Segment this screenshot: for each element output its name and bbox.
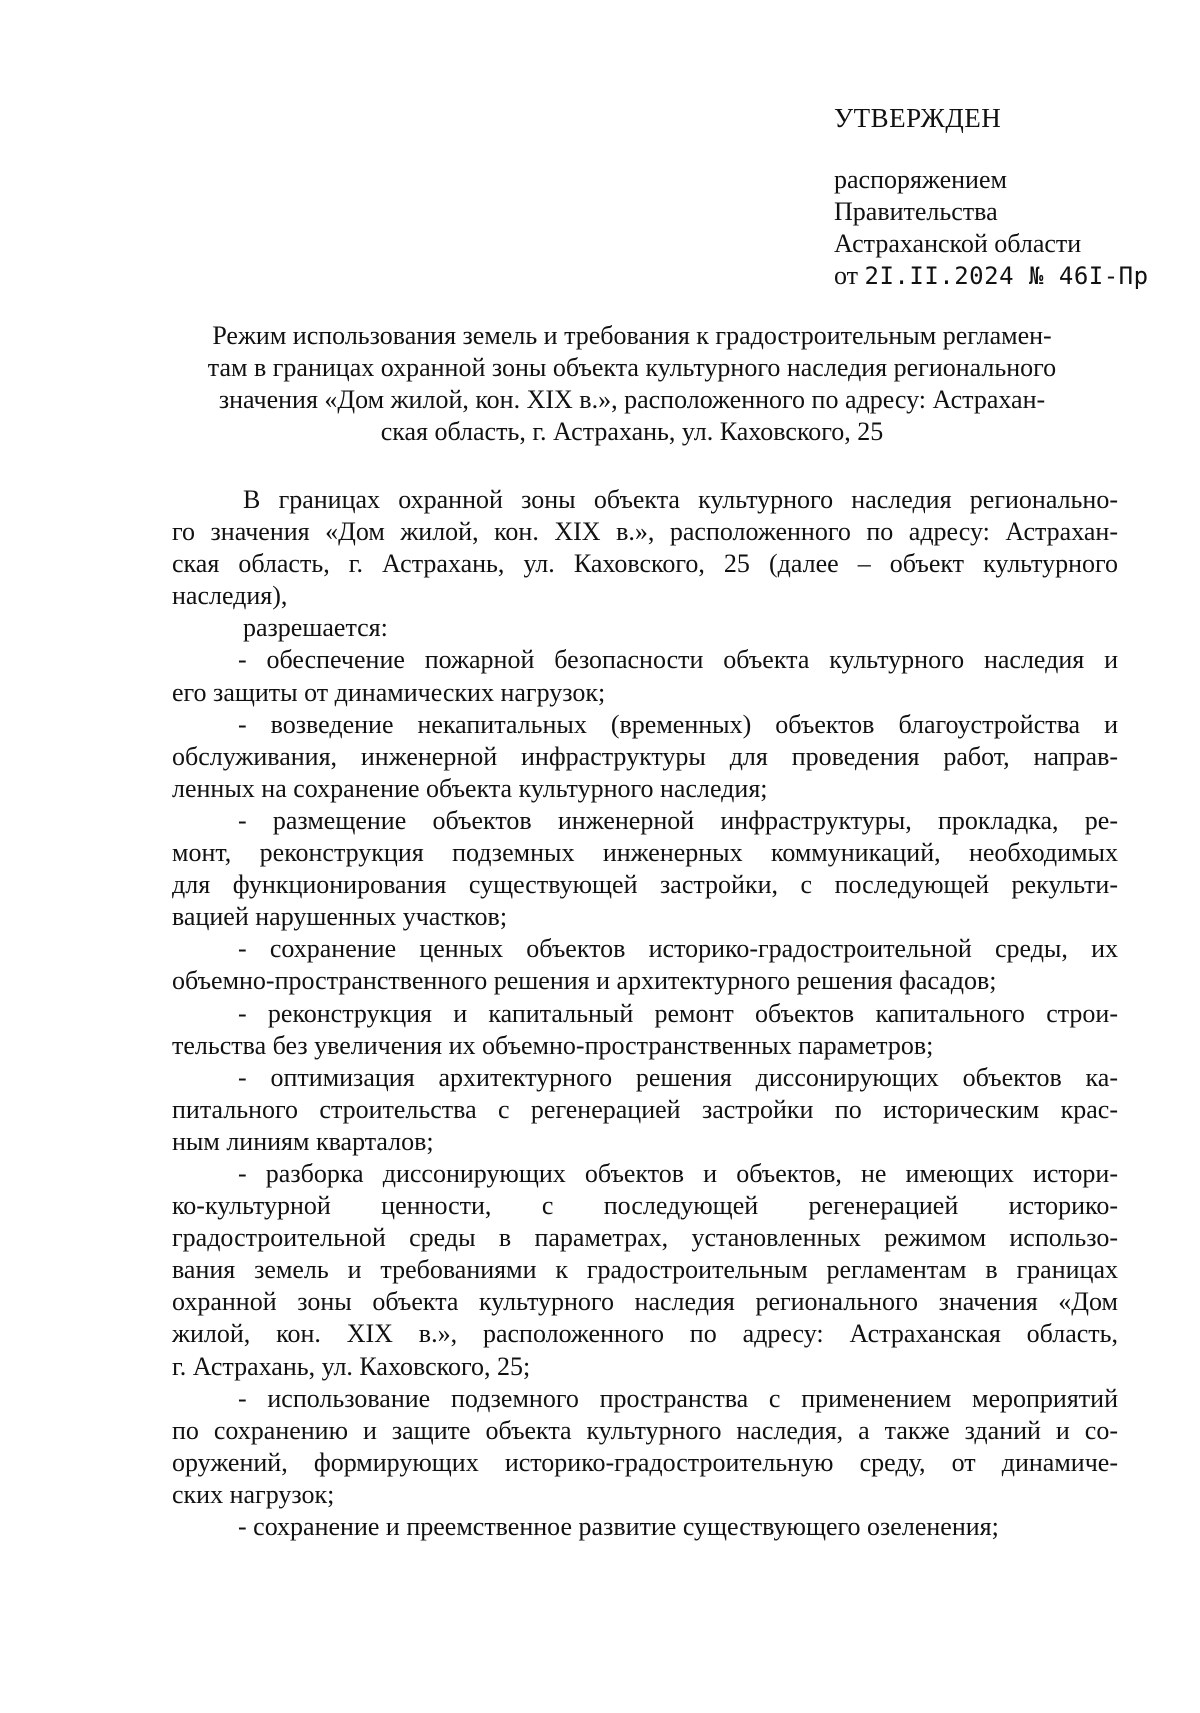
body-line: - реконструкция и капитальный ремонт объектов капитального строи- <box>238 998 1118 1028</box>
approval-date-prefix: от <box>834 261 859 290</box>
body-line: охранной зоны объекта культурного наследия регионального значения «Дом <box>172 1287 1118 1317</box>
allowed-label <box>172 612 1118 644</box>
intro-paragraph <box>172 484 1118 612</box>
heading-line: ская область, г. Астрахань, ул. Каховского, 25 <box>380 417 884 446</box>
approval-date-stamp: 2I.II.2024 № 46I-Пр <box>864 262 1149 290</box>
body-line: г. Астрахань, ул. Каховского, 25; <box>172 1351 531 1381</box>
list-item <box>172 1062 1118 1158</box>
document-heading <box>172 320 1092 448</box>
body-line: ских нагрузок; <box>172 1479 335 1509</box>
allowed-items-list <box>172 644 1118 1543</box>
body-line: - возведение некапитальных (временных) объектов благоустройства и <box>238 709 1118 739</box>
body-line: жилой, кон. XIX в.», расположенного по адресу: Астраханская область, <box>172 1319 1118 1349</box>
body-line: вацией нарушенных участков; <box>172 902 508 932</box>
approval-block <box>834 102 1174 292</box>
body-line: - сохранение ценных объектов историко-градостроительной среды, их <box>238 934 1118 964</box>
body-line: ленных на сохранение объекта культурного наследия; <box>172 773 768 803</box>
body-line: ко-культурной ценности, с последующей регенерацией историко- <box>172 1191 1118 1221</box>
list-item <box>172 1383 1118 1511</box>
body-line: разрешается: <box>243 613 388 643</box>
body-line: ская область, г. Астрахань, ул. Каховского, 25 (далее – объект культурного <box>172 549 1118 579</box>
body-line: его защиты от динамических нагрузок; <box>172 677 606 707</box>
body-line: оружений, формирующих историко-градостроительную среду, от динамиче- <box>172 1447 1118 1477</box>
list-item <box>172 644 1118 708</box>
approval-title: УТВЕРЖДЕН <box>834 103 1002 133</box>
heading-line: там в границах охранной зоны объекта культурного наследия регионального <box>207 353 1057 382</box>
body-line: объемно-пространственного решения и архитектурного решения фасадов; <box>172 966 997 996</box>
body-line: - размещение объектов инженерной инфраструктуры, прокладка, ре- <box>238 805 1118 835</box>
approval-line-order: распоряжением <box>834 165 1007 194</box>
list-item <box>172 998 1118 1062</box>
body-line: градостроительной среды в параметрах, установленных режимом использо- <box>172 1223 1118 1253</box>
body-line: для функционирования существующей застройки, с последующей рекульти- <box>172 870 1118 900</box>
approval-line-government: Правительства <box>834 197 998 226</box>
list-item <box>172 933 1118 997</box>
body-line: наследия), <box>172 581 288 611</box>
list-item <box>172 1158 1118 1383</box>
body-line: - сохранение и преемственное развитие существующего озеленения; <box>238 1512 999 1541</box>
body-line: ным линиям кварталов; <box>172 1126 434 1156</box>
body-line: В границах охранной зоны объекта культурного наследия регионально- <box>243 485 1118 514</box>
body-line: - оптимизация архитектурного решения диссонирующих объектов ка- <box>238 1062 1118 1092</box>
list-item <box>172 709 1118 805</box>
approval-line-region: Астраханской области <box>834 229 1082 258</box>
body-line: тельства без увеличения их объемно-пространственных параметров; <box>172 1030 934 1060</box>
body-line: монт, реконструкция подземных инженерных коммуникаций, необходимых <box>172 838 1118 868</box>
list-item <box>172 1511 1118 1543</box>
body-line: - разборка диссонирующих объектов и объектов, не имеющих истори- <box>238 1158 1118 1188</box>
body-line: - использование подземного пространства с применением мероприятий <box>238 1383 1118 1413</box>
heading-line: значения «Дом жилой, кон. XIX в.», расположенного по адресу: Астрахан- <box>218 385 1046 414</box>
body-line: обслуживания, инженерной инфраструктуры для проведения работ, направ- <box>172 741 1118 771</box>
heading-line: Режим использования земель и требования к градостроительным регламен- <box>212 321 1052 350</box>
body-line: вания земель и требованиями к градостроительным регламентам в границах <box>172 1255 1118 1285</box>
body-line: по сохранению и защите объекта культурного наследия, а также зданий и со- <box>172 1415 1118 1445</box>
approval-date-line <box>834 260 1174 292</box>
body-line: питального строительства с регенерацией застройки по историческим крас- <box>172 1094 1118 1124</box>
document-body <box>172 484 1118 1543</box>
list-item <box>172 805 1118 933</box>
body-line: го значения «Дом жилой, кон. XIX в.», расположенного по адресу: Астрахан- <box>172 517 1118 547</box>
body-line: - обеспечение пожарной безопасности объекта культурного наследия и <box>238 645 1118 675</box>
